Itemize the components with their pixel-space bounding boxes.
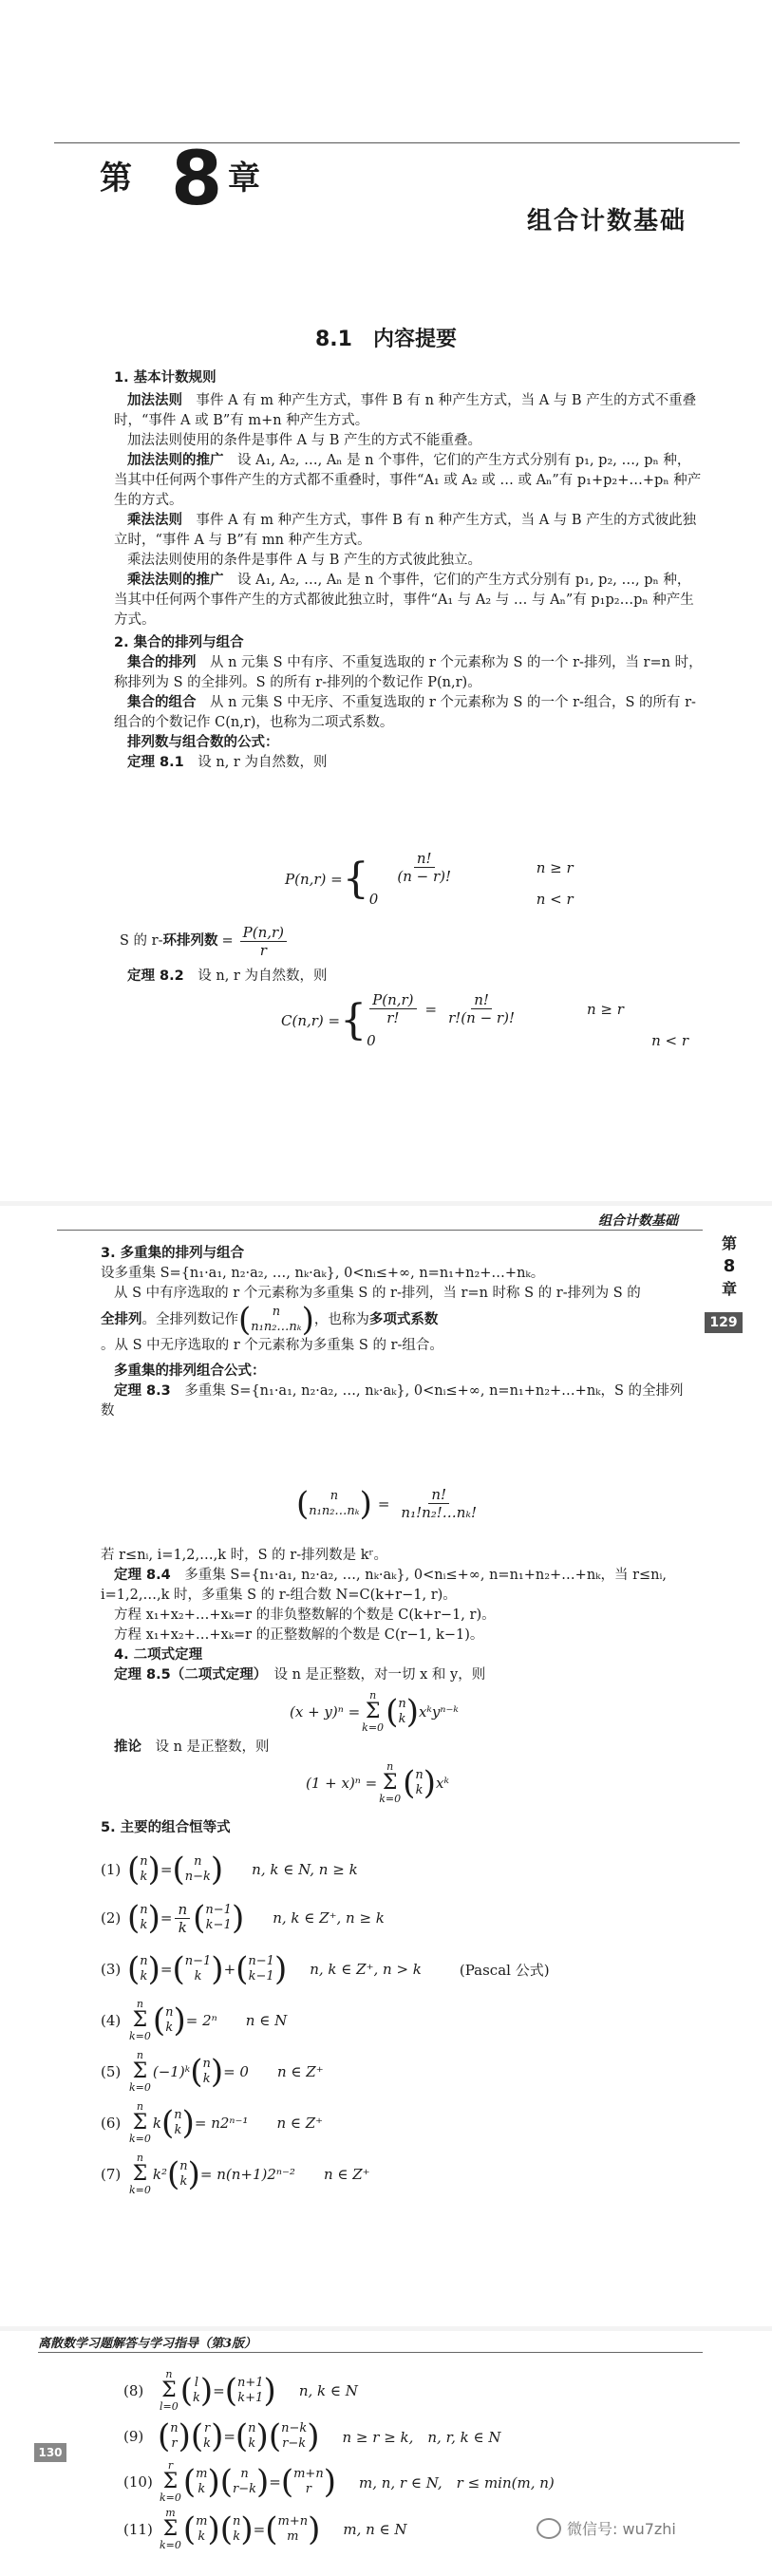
heading-identities: 5. 主要的组合恒等式 bbox=[101, 1820, 231, 1835]
formula-heading: 排列数与组合数的公式： bbox=[127, 735, 279, 750]
identity-6: (6) n Σ k=0 k ( n k ) = n2ⁿ⁻¹ n ∈ Z⁺ bbox=[101, 2100, 324, 2145]
formula-C-cond2: n < r bbox=[651, 1032, 689, 1049]
multiset-perm-2: 全排列 。全排列数记作 ( n n₁n₂…nₖ ) ，也称为 多项式系数 。从 S 中无序选取的 r 个元素称为多重集 S 的 r-组合。 bbox=[101, 1301, 443, 1353]
identity-7: (7) n Σ k=0 k² ( n k ) = n(n+1)2ⁿ⁻² n ∈ Z⁺ bbox=[101, 2152, 370, 2196]
formula-C-zero: 0 bbox=[367, 1032, 376, 1049]
set-permutation: 集合的排列 从 n 元集 S 中有序、不重复选取的 r 个元素称为 S 的一个 r-排列，当 r=n 时，称排列为 S 的全排列。S 的所有 r-排列的个数记作 P(n,r)。 bbox=[114, 655, 703, 690]
formula-P-brace: { bbox=[342, 854, 369, 903]
identity-2: (2) ( n k ) = $\frac{n}{k}$ ( n−1 k−1 ) n, k ∈ Z⁺, n ≥ k bbox=[101, 1899, 385, 1937]
theorem-8-5: 定理 8.5（二项式定理） 设 n 是正整数，对一切 x 和 y，则 bbox=[114, 1667, 486, 1683]
formula-C-lhs: C(n,r) = bbox=[281, 1011, 341, 1029]
formula-P bbox=[285, 850, 574, 908]
theorem-8-4: 定理 8.4 多重集 S={n₁·a₁, n₂·a₂, …, nₖ·aₖ}, 0<nᵢ≤+∞, n=n₁+n₂+…+nₖ，当 r≤nᵢ, i=1,2,…,k 时，多重集 S 的 r-组合数 N=C(k+r−1, r)。 bbox=[101, 1568, 668, 1603]
formula-P-frac: $\frac{n!}{(n - r)!}$ bbox=[397, 850, 452, 885]
identities-list bbox=[101, 1847, 689, 2200]
section-title: 8.1 内容提要 bbox=[315, 328, 457, 351]
formula-multinomial: ( n n₁n₂…nₖ ) = $\frac{n!}{\text{n₁!n₂!…nₖ!}}$ bbox=[296, 1484, 477, 1523]
page-number-130: 130 bbox=[34, 2443, 66, 2462]
formula-C: C(n,r) = { $\frac{P(n,r)}{r!}$ = $\frac{n!}{r!(n - r)!}$ n ≥ r 0 n < r bbox=[281, 991, 689, 1049]
identity-3: (3) ( n k ) = ( n−1 k ) + ( n−1 k−1 ) n, k ∈ Z⁺, n > k (Pascal 公式) bbox=[101, 1950, 550, 1988]
formula-P-zero: 0 bbox=[368, 891, 379, 908]
corollary: 推论 设 n 是正整数，则 bbox=[114, 1739, 270, 1755]
addition-rule-generalization: 加法法则的推广 设 A₁, A₂, …, Aₙ 是 n 个事件，它们的产生方式分别有 p₁, p₂, …, pₙ 种，当其中任何两个事件产生的方式都不重叠时，事件“A₁ 或 A₂ 或 … 或 Aₙ”有 p₁+p₂+…+pₙ 种产生的方式。 bbox=[114, 453, 702, 508]
set-combination: 集合的组合 从 n 元集 S 中无序、不重复选取的 r 个元素称为 S 的一个 r-组合，S 的所有 r-组合的个数记作 C(n,r)，也称为二项式系数。 bbox=[114, 695, 696, 730]
identity-8: (8) n Σ l=0 ( l k ) = ( n+1 k+1 ) n, k ∈ N bbox=[123, 2368, 358, 2413]
heading-binomial: 4. 二项式定理 bbox=[114, 1647, 203, 1663]
multiset-formula-heading: 多重集的排列组合公式： bbox=[114, 1363, 266, 1379]
multiset-def: 设多重集 S={n₁·a₁, n₂·a₂, …, nₖ·aₖ}, 0<nᵢ≤+∞, n=n₁+n₂+…+nₖ。 bbox=[101, 1266, 545, 1281]
chapter-zhang: 章 bbox=[228, 160, 260, 197]
ring-permutation: S 的 r- 环排列数 = $\frac{P(n,r)}{r}$ bbox=[120, 924, 290, 959]
heading-set-perm-comb: 2. 集合的排列与组合 bbox=[114, 635, 244, 650]
theorem-8-3: 定理 8.3 多重集 S={n₁·a₁, n₂·a₂, …, nₖ·aₖ}, 0<nᵢ≤+∞, n=n₁+n₂+…+nₖ，S 的全排列数 bbox=[101, 1383, 684, 1419]
chapter-number: 8 bbox=[171, 137, 223, 222]
chapter-rule bbox=[54, 142, 740, 143]
formula-P-cond1: n ≥ r bbox=[536, 858, 574, 876]
page-1 bbox=[0, 0, 772, 1201]
heading-basic-rules: 1. 基本计数规则 bbox=[114, 370, 217, 385]
heading-multiset: 3. 多重集的排列与组合 bbox=[101, 1246, 245, 1261]
formula-corollary: (1 + x)ⁿ = n Σ k=0 ( n k ) xᵏ bbox=[306, 1760, 449, 1805]
wechat-watermark: 微信号: wu7zhi bbox=[537, 2517, 676, 2539]
multiplication-rule: 乘法法则 事件 A 有 m 种产生方式，事件 B 有 n 种产生方式，当 A 与 B 产生的方式彼此独立时，“事件 A 与 B”有 mn 种产生方式。 bbox=[114, 513, 697, 548]
running-head-p3: 离散数学习题解答与学习指导（第3版） bbox=[38, 2337, 257, 2351]
chapter-title: 组合计数基础 bbox=[527, 207, 687, 235]
formula-C-frac2: $\frac{n!}{r!(n - r)!}$ bbox=[448, 991, 515, 1026]
theorem-8-3-note: 若 r≤nᵢ, i=1,2,…,k 时，S 的 r-排列数是 kʳ。 bbox=[101, 1548, 388, 1563]
page-number-129: 129 bbox=[705, 1312, 743, 1333]
theorem-8-2: 定理 8.2 设 n, r 为自然数，则 bbox=[127, 968, 328, 984]
formula-binomial: (x + y)ⁿ = n Σ k=0 ( n k ) xᵏyⁿ⁻ᵏ bbox=[290, 1689, 459, 1734]
formula-C-frac1: $\frac{P(n,r)}{r!}$ bbox=[369, 991, 416, 1026]
formula-C-cond1: n ≥ r bbox=[586, 1000, 624, 1018]
identity-1: (1) ( n k ) = ( n n−k ) n, k ∈ N, n ≥ k bbox=[101, 1851, 358, 1889]
identity-11: (11) m Σ k=0 ( m k ) ( n k ) = ( m+n m ) m, n ∈ N bbox=[123, 2507, 407, 2551]
chapter-di: 第 bbox=[100, 160, 132, 197]
identity-4: (4) n Σ k=0 ( n k ) = 2ⁿ n ∈ N bbox=[101, 1998, 288, 2042]
theorem-8-1: 定理 8.1 设 n, r 为自然数，则 bbox=[127, 755, 328, 770]
addition-rule: 加法法则 事件 A 有 m 种产生方式，事件 B 有 n 种产生方式，当 A 与 B 产生的方式不重叠时，“事件 A 或 B”有 m+n 种产生方式。 bbox=[114, 393, 697, 428]
multiplication-rule-generalization: 乘法法则的推广 设 A₁, A₂, …, Aₙ 是 n 个事件，它们的产生方式分别有 p₁, p₂, …, pₙ 种，当其中任何两个事件产生的方式都彼此独立时，事件“A₁ 与 A₂ 与 … 与 Aₙ”有 p₁p₂…pₙ 种产生方式。 bbox=[114, 573, 694, 628]
eq-pos: 方程 x₁+x₂+…+xₖ=r 的正整数解的个数是 C(r−1, k−1)。 bbox=[114, 1627, 484, 1643]
running-head: 组合计数基础 bbox=[598, 1213, 678, 1229]
formula-P-lhs: P(n,r) = bbox=[285, 870, 343, 888]
formula-P-cond2: n < r bbox=[536, 891, 574, 908]
side-chapter-tab: 第 8 章 bbox=[721, 1234, 737, 1298]
running-head-rule-p3 bbox=[38, 2352, 703, 2353]
addition-rule-condition: 加法法则使用的条件是事件 A 与 B 产生的方式不能重叠。 bbox=[127, 433, 482, 448]
multiset-perm: 从 S 中有序选取的 r 个元素称为多重集 S 的 r-排列，当 r=n 时称 S 的 r-排列为 S 的 bbox=[114, 1286, 641, 1301]
identity-9: (9) ( n r ) ( r k ) = ( n k ) ( n−k r−k ) n ≥ r ≥ k, n, r, k ∈ N bbox=[123, 2417, 501, 2455]
identity-10: (10) r Σ k=0 ( m k ) ( n r−k ) = ( m+n r ) m, n, r ∈ N, r ≤ min(m, n) bbox=[123, 2459, 555, 2504]
formula-C-brace: { bbox=[340, 995, 367, 1044]
page-3 bbox=[0, 2331, 772, 2576]
page-2 bbox=[0, 1206, 772, 2326]
multinomial-symbol: ( n n₁n₂…nₖ ) bbox=[238, 1301, 314, 1339]
wechat-icon bbox=[537, 2518, 561, 2539]
identity-5: (5) n Σ k=0 (−1)ᵏ ( n k ) = 0 n ∈ Z⁺ bbox=[101, 2049, 324, 2094]
eq-nonneg: 方程 x₁+x₂+…+xₖ=r 的非负整数解的个数是 C(k+r−1, r)。 bbox=[114, 1608, 496, 1623]
multiplication-rule-condition: 乘法法则使用的条件是事件 A 与 B 产生的方式彼此独立。 bbox=[127, 553, 482, 568]
running-head-rule bbox=[57, 1230, 703, 1231]
